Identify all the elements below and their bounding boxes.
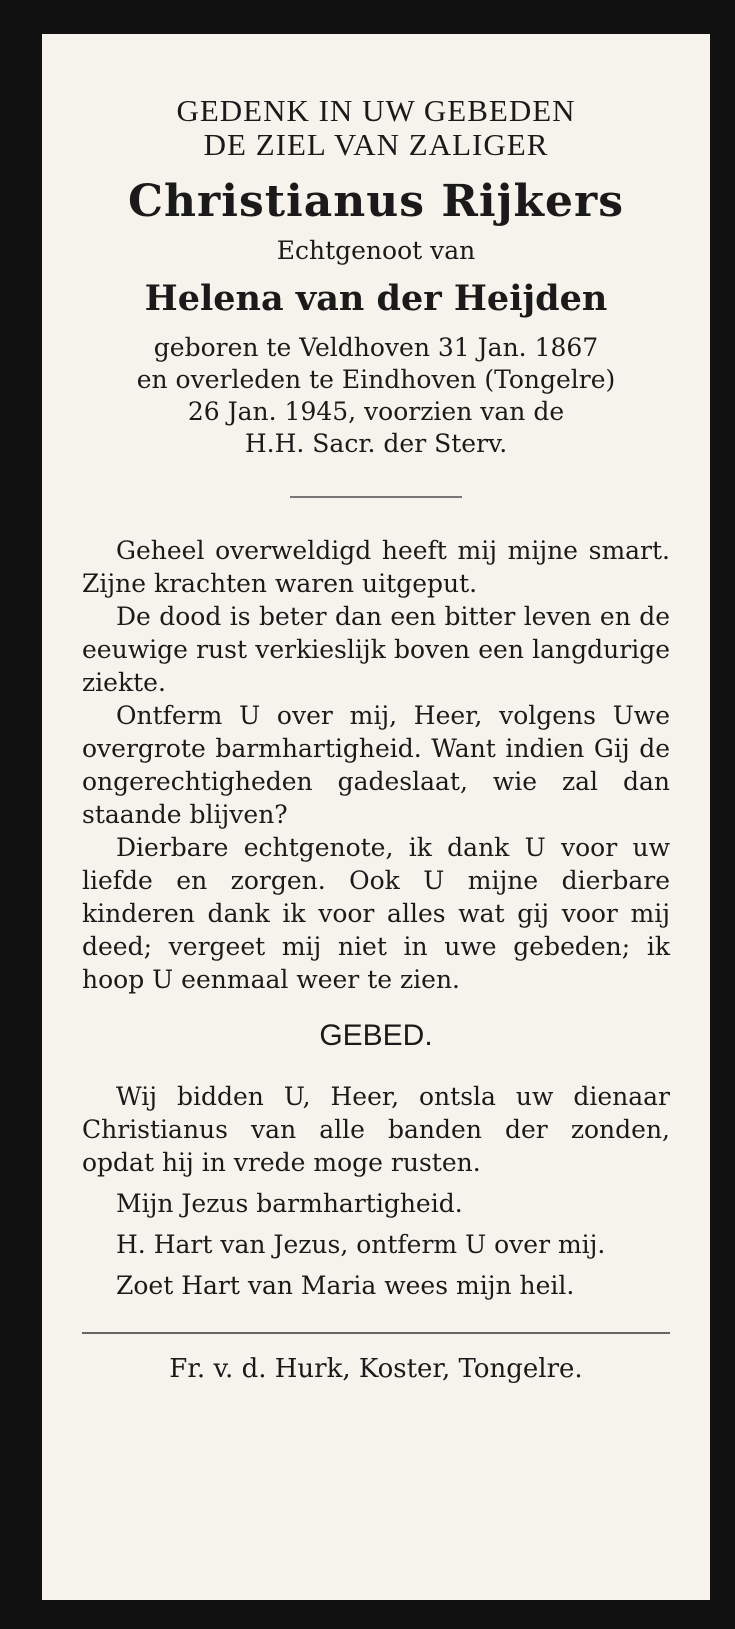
meditation-paragraph-3: Ontferm U over mij, Heer, volgens Uwe overgrote barmhartigheid. Want indien Gij de ongerechtigheden gadeslaat, wie zal dan staande blijven? (82, 701, 670, 829)
header-line-1: GEDENK IN UW GEBEDEN (176, 93, 576, 128)
life-dates (82, 332, 670, 460)
meditation (82, 534, 670, 996)
prayer-paragraph-3: H. Hart van Jezus, ontferm U over mij. (116, 1230, 606, 1259)
deceased-name: Christianus Rijkers (128, 176, 624, 227)
meditation-paragraph-4: Dierbare echtgenote, ik dank U voor uw liefde en zorgen. Ook U mijne dierbare kinderen dank ik voor alles wat gij voor mij deed; vergeet mij niet in uwe gebeden; ik hoop U eenmaal weer te zien. (82, 833, 670, 994)
header-line-2: DE ZIEL VAN ZALIGER (203, 127, 549, 162)
header (82, 94, 670, 162)
prayer (82, 1080, 670, 1302)
printer-credit: Fr. v. d. Hurk, Koster, Tongelre. (169, 1354, 583, 1384)
life-dates-line-3: 26 Jan. 1945, voorzien van de (187, 397, 565, 426)
spouse-intro: Echtgenoot van (276, 236, 476, 265)
life-dates-line-1: geboren te Veldhoven 31 Jan. 1867 (153, 333, 599, 362)
prayer-paragraph-1: Wij bidden U, Heer, ontsla uw dienaar Christianus van alle banden der zonden, opdat hij in vrede moge rusten. (82, 1082, 670, 1177)
meditation-paragraph-1: Geheel overweldigd heeft mij mijne smart. Zijne krachten waren uitgeput. (82, 536, 670, 598)
spouse-name: Helena van der Heijden (144, 278, 608, 319)
prayer-title: GEBED. (319, 1019, 433, 1052)
memorial-card (42, 34, 710, 1600)
divider-short (290, 496, 462, 498)
divider-long (82, 1332, 670, 1334)
meditation-paragraph-2: De dood is beter dan een bitter leven en de eeuwige rust verkieslijk boven een langdurige ziekte. (82, 602, 670, 697)
prayer-paragraph-4: Zoet Hart van Maria wees mijn heil. (116, 1271, 575, 1300)
life-dates-line-4: H.H. Sacr. der Sterv. (244, 429, 508, 458)
prayer-paragraph-2: Mijn Jezus barmhartigheid. (116, 1189, 463, 1218)
life-dates-line-2: en overleden te Eindhoven (Tongelre) (136, 365, 616, 394)
